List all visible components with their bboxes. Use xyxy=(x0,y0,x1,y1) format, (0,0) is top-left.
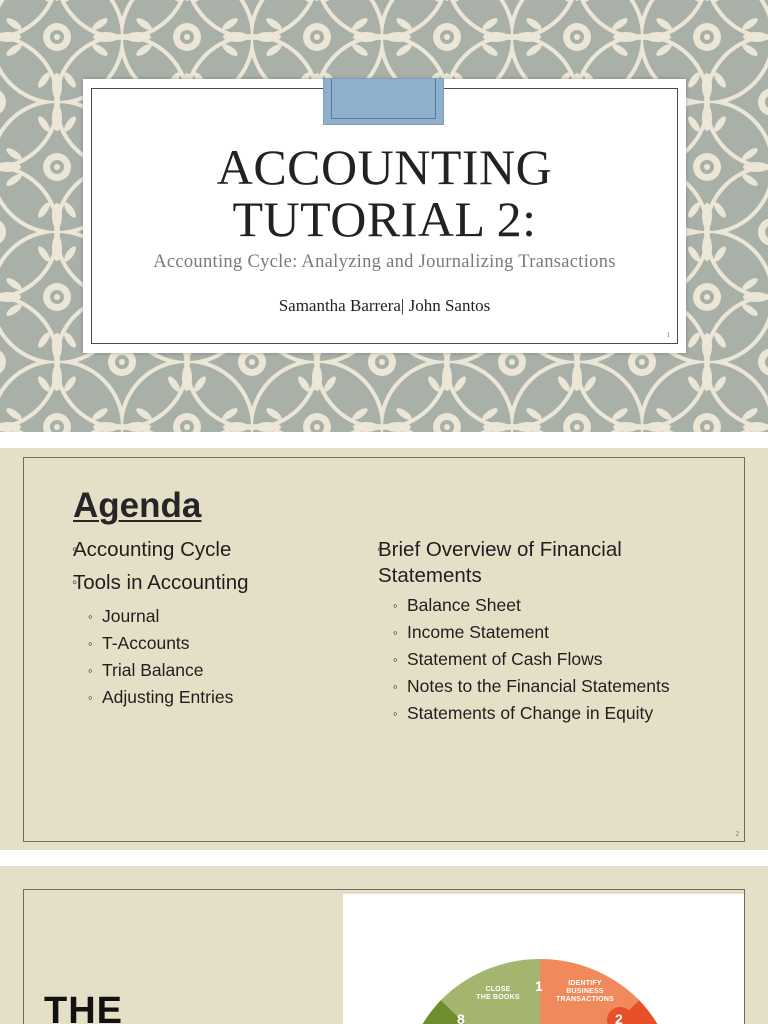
agenda-subitem: ◦ Balance Sheet xyxy=(378,592,738,619)
agenda-slide xyxy=(0,448,768,850)
cycle-label-8 xyxy=(471,986,525,1002)
presentation-authors: Samantha Barrera| John Santos xyxy=(278,296,491,315)
slide-number: 2 xyxy=(735,830,739,838)
title-line-2: TUTORIAL 2: xyxy=(232,191,537,247)
agenda-subitem: ◦ Statements of Change in Equity xyxy=(378,700,738,727)
accounting-cycle-slide xyxy=(0,866,768,1024)
agenda-item: ◦ Accounting Cycle xyxy=(73,537,353,563)
presentation-title xyxy=(83,141,686,245)
agenda-subitem: ◦ Notes to the Financial Statements xyxy=(378,673,738,700)
agenda-title: Agenda xyxy=(73,486,202,525)
title-tab-inner xyxy=(331,79,436,119)
agenda-subitem: ◦ Trial Balance xyxy=(73,657,353,684)
title-card xyxy=(83,79,686,353)
agenda-subitem: ◦ Statement of Cash Flows xyxy=(378,646,738,673)
presentation-subtitle: Accounting Cycle: Analyzing and Journalizing Transactions xyxy=(153,252,616,272)
agenda-left-column xyxy=(73,537,353,711)
title-slide xyxy=(0,0,768,432)
title-line-1: ACCOUNTING xyxy=(216,139,553,195)
agenda-subitem: ◦ Journal xyxy=(73,603,353,630)
cycle-diagram-panel xyxy=(343,894,744,1024)
cycle-slide-title: THE xyxy=(44,990,123,1024)
cycle-label-1-line-1: IDENTIFY xyxy=(568,980,602,987)
cycle-label-1-line-2: BUSINESS xyxy=(566,988,604,995)
agenda-subitem: ◦ T-Accounts xyxy=(73,630,353,657)
cycle-number-2: 2 xyxy=(615,1011,623,1024)
slide-number: 1 xyxy=(666,331,670,339)
cycle-number-8: 8 xyxy=(457,1011,465,1024)
cycle-diagram xyxy=(343,894,744,1024)
cycle-label-8-line-1: CLOSE xyxy=(485,986,511,993)
cycle-number-1: 1 xyxy=(535,978,543,994)
agenda-right-column xyxy=(378,537,738,727)
cycle-label-8-line-2: THE BOOKS xyxy=(476,994,520,1001)
cycle-label-1-line-3: TRANSACTIONS xyxy=(555,996,614,1003)
agenda-subitem: ◦ Adjusting Entries xyxy=(73,684,353,711)
agenda-item: ◦ Tools in Accounting xyxy=(73,570,353,596)
cycle-label-1 xyxy=(555,980,615,1004)
agenda-subitem: ◦ Income Statement xyxy=(378,619,738,646)
agenda-item: ◦ Brief Overview of Financial Statements xyxy=(378,537,678,589)
title-tab-decoration xyxy=(323,78,444,125)
